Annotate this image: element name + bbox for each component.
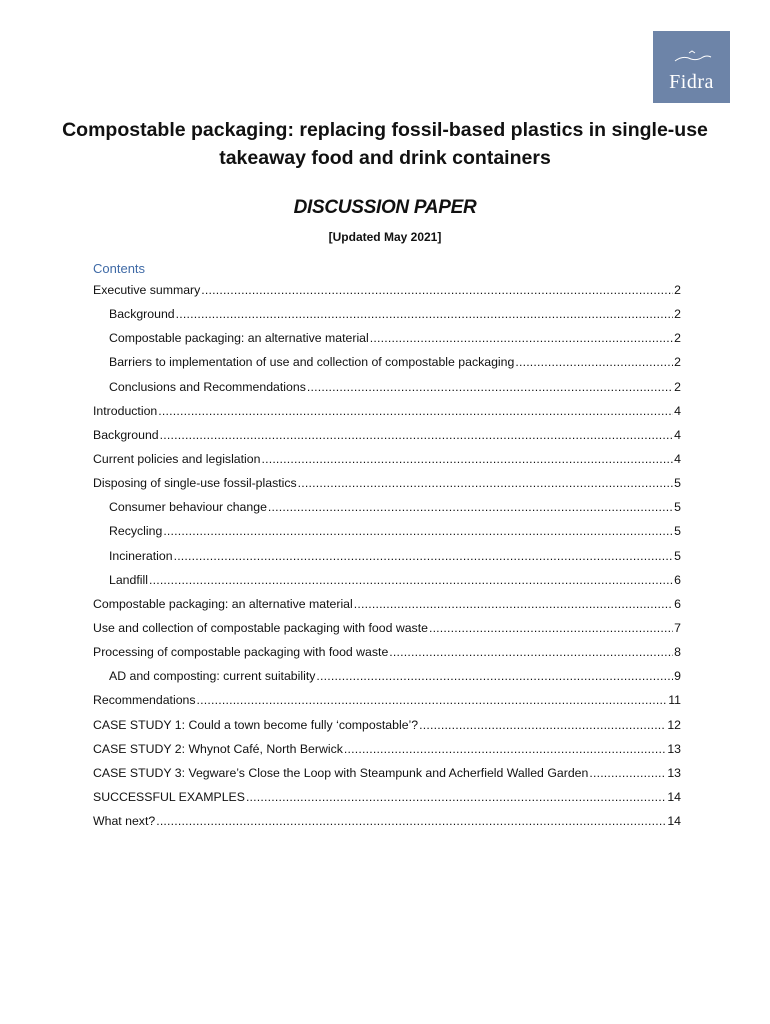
- toc-dot-leader: [160, 428, 674, 442]
- toc-dot-leader: [354, 597, 673, 611]
- table-of-contents: [93, 283, 681, 838]
- toc-dot-leader: [176, 307, 674, 321]
- toc-entry-page: 11: [668, 693, 681, 708]
- toc-entry-page: 7: [674, 620, 681, 635]
- toc-entry-page: 9: [674, 669, 681, 684]
- toc-entry-label: CASE STUDY 3: Vegware’s Close the Loop with Steampunk and Acherfield Walled Garden: [93, 765, 589, 780]
- toc-entry[interactable]: [93, 718, 681, 742]
- toc-entry-label: Consumer behaviour change: [109, 500, 267, 515]
- toc-entry[interactable]: [93, 573, 681, 597]
- toc-entry-page: 4: [674, 427, 681, 442]
- toc-entry-page: 5: [674, 476, 681, 491]
- toc-entry[interactable]: [93, 452, 681, 476]
- toc-entry-label: AD and composting: current suitability: [109, 669, 316, 684]
- toc-dot-leader: [158, 404, 673, 418]
- toc-entry-page: 5: [674, 548, 681, 563]
- document-subtitle: DISCUSSION PAPER: [293, 197, 477, 218]
- toc-entry-page: 2: [674, 379, 681, 394]
- toc-dot-leader: [298, 476, 673, 490]
- toc-dot-leader: [419, 718, 666, 732]
- toc-entry-label: Compostable packaging: an alternative material: [109, 331, 369, 346]
- toc-dot-leader: [316, 669, 673, 683]
- toc-entry-page: 13: [667, 741, 681, 756]
- toc-entry[interactable]: [93, 500, 681, 524]
- toc-dot-leader: [246, 790, 666, 804]
- toc-dot-leader: [163, 524, 673, 538]
- toc-entry[interactable]: [93, 524, 681, 548]
- toc-entry-label: SUCCESSFUL EXAMPLES: [93, 789, 245, 804]
- toc-entry[interactable]: [93, 355, 681, 379]
- toc-entry[interactable]: [93, 742, 681, 766]
- toc-entry-page: 4: [674, 403, 681, 418]
- toc-entry-page: 5: [674, 524, 681, 539]
- toc-entry[interactable]: [93, 549, 681, 573]
- toc-entry[interactable]: [93, 283, 681, 307]
- toc-entry-label: CASE STUDY 2: Whynot Café, North Berwick: [93, 741, 343, 756]
- toc-entry-label: Landfill: [109, 572, 148, 587]
- toc-dot-leader: [370, 331, 673, 345]
- toc-dot-leader: [389, 645, 673, 659]
- toc-entry[interactable]: [93, 404, 681, 428]
- document-title: Compostable packaging: replacing fossil-based plastics in single-use takeaway food and drink containers: [62, 119, 708, 169]
- toc-entry-label: Executive summary: [93, 283, 201, 297]
- toc-entry-page: 5: [674, 500, 681, 515]
- logo-text: Fidra: [669, 71, 714, 93]
- toc-entry[interactable]: [93, 645, 681, 669]
- toc-entry-label: Disposing of single-use fossil-plastics: [93, 476, 297, 491]
- toc-entry-label: What next?: [93, 814, 156, 829]
- toc-entry[interactable]: [93, 476, 681, 500]
- toc-entry[interactable]: [93, 307, 681, 331]
- toc-entry[interactable]: [93, 428, 681, 452]
- toc-dot-leader: [149, 573, 673, 587]
- toc-entry-label: Processing of compostable packaging with food waste: [93, 645, 389, 660]
- toc-dot-leader: [201, 283, 673, 297]
- toc-entry-label: Use and collection of compostable packaging with food waste: [93, 620, 428, 635]
- toc-entry[interactable]: [93, 766, 681, 790]
- toc-entry[interactable]: [93, 669, 681, 693]
- toc-entry-page: 2: [674, 331, 681, 346]
- toc-entry[interactable]: [93, 814, 681, 838]
- toc-entry-label: Incineration: [109, 548, 173, 563]
- bird-wave-icon: [673, 49, 713, 65]
- toc-entry-page: 2: [674, 283, 681, 297]
- toc-dot-leader: [307, 380, 673, 394]
- toc-dot-leader: [268, 500, 673, 514]
- toc-entry[interactable]: [93, 331, 681, 355]
- toc-entry-page: 6: [674, 572, 681, 587]
- toc-entry-label: CASE STUDY 1: Could a town become fully ‘compostable’?: [93, 717, 419, 732]
- toc-dot-leader: [515, 355, 673, 369]
- toc-entry[interactable]: [93, 380, 681, 404]
- toc-entry-label: Barriers to implementation of use and collection of compostable packaging: [109, 355, 515, 370]
- toc-entry-page: 14: [667, 789, 681, 804]
- toc-dot-leader: [197, 693, 668, 707]
- toc-entry[interactable]: [93, 597, 681, 621]
- toc-dot-leader: [589, 766, 666, 780]
- toc-entry-page: 6: [674, 596, 681, 611]
- toc-entry-label: Recommendations: [93, 693, 196, 708]
- updated-date: [Updated May 2021]: [328, 230, 442, 244]
- toc-entry[interactable]: [93, 790, 681, 814]
- toc-entry-page: 14: [667, 814, 681, 829]
- toc-entry-page: 13: [667, 765, 681, 780]
- toc-entry-label: Conclusions and Recommendations: [109, 379, 306, 394]
- toc-entry-label: Background: [93, 427, 159, 442]
- contents-heading: Contents: [93, 261, 146, 276]
- toc-dot-leader: [261, 452, 673, 466]
- toc-entry[interactable]: [93, 621, 681, 645]
- toc-dot-leader: [174, 549, 674, 563]
- toc-entry-page: 2: [674, 355, 681, 370]
- toc-entry-label: Recycling: [109, 524, 163, 539]
- toc-entry-label: Current policies and legislation: [93, 451, 261, 466]
- toc-entry[interactable]: [93, 693, 681, 717]
- fidra-logo: [653, 31, 730, 103]
- toc-entry-label: Introduction: [93, 403, 158, 418]
- toc-entry-page: 12: [667, 717, 681, 732]
- toc-dot-leader: [429, 621, 673, 635]
- toc-dot-leader: [344, 742, 666, 756]
- toc-dot-leader: [156, 814, 666, 828]
- toc-entry-page: 4: [674, 451, 681, 466]
- toc-entry-page: 2: [674, 307, 681, 322]
- toc-entry-page: 8: [674, 645, 681, 660]
- toc-entry-label: Background: [109, 307, 175, 322]
- toc-entry-label: Compostable packaging: an alternative material: [93, 596, 353, 611]
